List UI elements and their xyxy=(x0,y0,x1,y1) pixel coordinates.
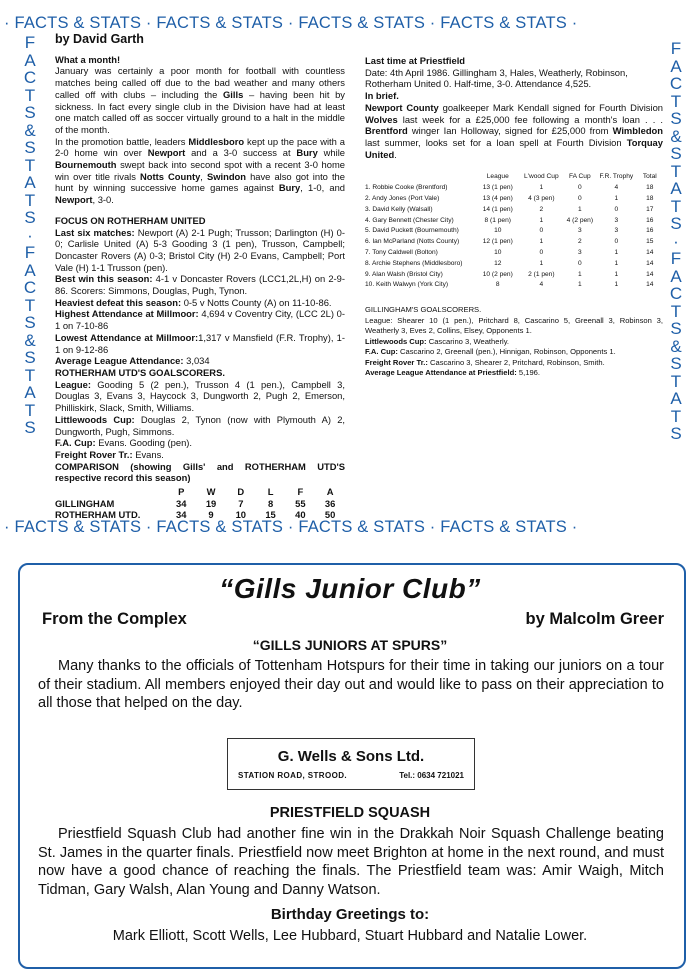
what-month-heading: What a month! xyxy=(55,53,121,65)
comparison-row-rotherham: ROTHERHAM UTD. 34 9 10 15 40 50 xyxy=(55,509,336,521)
side-text-left-letter: C xyxy=(23,68,37,87)
side-text-right-letter: A xyxy=(670,266,682,286)
spurs-visit-text: Many thanks to the officials of Tottenham Hotspurs for their time in taking our juniors on a tour of their stadium. All members enjoyed their day out and would like to pass on their appreciation to all those that helped on the day. xyxy=(38,658,664,711)
byline: by David Garth xyxy=(55,32,144,46)
side-text-left xyxy=(22,34,38,437)
comparison-table xyxy=(55,486,345,521)
average-attendance: Average League Attendance: 3,034 xyxy=(55,355,210,367)
side-text-left-letter: C xyxy=(23,278,37,297)
scorers-header-row: League L'wood Cup FA Cup F.R. Trophy Total xyxy=(486,173,657,181)
side-text-right-letter: & xyxy=(670,126,682,146)
squash-text: Priestfield Squash Club had another fine win in the Drakkah Noir Squash Challenge beating St. James in the quarter finals. Priestfield now meet Brighton at home in the next round, and must now have a good chance of reaching the finals. The Priestfield team was: Amir Waigh, Mitch Tidman, Gary Walsh, Alan Young and Danny Watson. xyxy=(38,826,664,898)
side-text-left-letter: T xyxy=(24,295,36,315)
side-text-left-letter: S xyxy=(24,208,36,227)
scorers-row: 6. Ian McParland (Notts County) 12 (1 pen) 1 2 0 15 xyxy=(365,238,654,246)
side-text-left-letter: S xyxy=(24,418,36,437)
in-brief-heading: In brief. xyxy=(365,90,399,102)
highest-attendance: Highest Attendance at Millmoor: 4,694 v Coventry City, (LCC 2L) 0-1 on 7-10-86 xyxy=(55,308,345,332)
sponsor-advert xyxy=(227,738,475,790)
side-text-left-letter: S xyxy=(24,313,36,332)
squash-heading: PRIESTFIELD SQUASH xyxy=(269,805,431,821)
birthday-heading: Birthday Greetings to: xyxy=(270,906,430,923)
side-text-left-letter: T xyxy=(24,365,36,385)
side-text-left-letter: A xyxy=(24,173,36,192)
sponsor-name: G. Wells & Sons Ltd. xyxy=(277,748,425,765)
last-time-text: Date: 4th April 1986. Gillingham 3, Hales, Weatherly, Robinson, Rotherham United 0. Half-time, 3-0. Attendance 4,525. xyxy=(365,66,628,90)
scorers-row: 3. David Kelly (Walsall) 14 (1 pen) 2 1 0 17 xyxy=(365,205,654,213)
side-text-left-letter: A xyxy=(24,50,36,70)
scorers-row: 7. Tony Caldwell (Bolton) 10 0 3 1 14 xyxy=(365,248,654,256)
promotion-paragraph: In the promotion battle, leaders Middlesboro kept up the pace with a 2-0 home win over Newport and a 3-0 success at Bury while Bournemouth swept back into second spot with a recent 3-0 home win over title rivals Notts County, Swindon have also got into the hunt by winning successive home games against Bury, 1-0, and Newport, 3-0. xyxy=(55,135,345,206)
focus-heading: FOCUS ON ROTHERHAM UNITED xyxy=(55,214,206,226)
side-text-left-letter: & xyxy=(24,330,36,350)
scorers-row: 4. Gary Bennett (Chester City) 8 (1 pen) 1 4 (2 pen) 3 16 xyxy=(365,216,654,224)
sponsor-telephone: Tel.: 0634 721021 xyxy=(399,771,464,780)
side-text-right xyxy=(668,40,684,443)
side-text-right-letter: S xyxy=(670,354,682,373)
comparison-header-row: P W D L F A xyxy=(178,486,334,498)
lowest-attendance: Lowest Attendance at Millmoor:1,317 v Mansfield (F.R. Trophy), 1-1 on 9-12-86 xyxy=(55,331,345,355)
side-text-right-letter: C xyxy=(669,74,683,93)
side-text-right-letter: S xyxy=(670,214,682,233)
scorers-row: 2. Andy Jones (Port Vale) 13 (4 pen) 4 (3 pen) 0 1 18 xyxy=(365,194,654,202)
side-text-left-letter: T xyxy=(24,155,36,175)
side-text-right-letter: S xyxy=(670,109,682,128)
comparison-row-gillingham: GILLINGHAM 34 19 7 8 55 36 xyxy=(55,497,336,509)
side-text-right-letter: · xyxy=(673,231,679,251)
junior-club-byline: by Malcolm Greer xyxy=(525,610,664,628)
side-text-right-letter: T xyxy=(670,301,682,321)
best-win: Best win this season: 4-1 v Doncaster Rovers (LCC1,2L,H) on 2-9-86. Scorers: Simmons, Douglas, Pugh, Tynon. xyxy=(55,273,345,297)
last-time-heading: Last time at Priestfield xyxy=(365,55,466,66)
intro-paragraph: January was certainly a poor month for football with countless matches being called off due to the bad weather and many others called off with clubs – including the Gills – having been hit by sickness. In fact every single club in the Division have had at least one match called off as soccer virtually ground to a halt in the middle of the month. xyxy=(55,65,345,135)
side-text-right-letter: S xyxy=(670,424,682,443)
side-text-right-letter: S xyxy=(670,144,682,163)
side-text-left-letter: A xyxy=(24,260,36,280)
rotherham-league-scorers: League: Gooding 5 (2 pen.), Trusson 4 (1 pen.), Campbell 3, Douglas 3, Evans 3, Haycock 3, Dungworth 2, Pugh 2, Emerson, Philliskirk, Slack, Smith, Williams. xyxy=(55,378,345,414)
in-brief-text: Newport County goalkeeper Mark Kendall signed for Fourth Division Wolves last week for a £25,000 fee following a month's loan . . . Brentford winger Ian Holloway, signed for £25,000 from Wimbledon last summer, looks set for a loan spell at Fourth Division Torquay United. xyxy=(365,101,663,160)
side-text-right-letter: A xyxy=(670,56,682,76)
right-column xyxy=(365,55,663,379)
facts-stats-banner-top: · FACTS & STATS · FACTS & STATS · FACTS & STATS · FACTS & STATS · xyxy=(4,14,578,32)
side-text-right-letter: & xyxy=(670,336,682,356)
scorers-row: 10. Keith Walwyn (York City) 8 4 1 1 14 xyxy=(365,281,654,289)
side-text-right-letter: A xyxy=(670,389,682,408)
birthday-names: Mark Elliott, Scott Wells, Lee Hubbard, Stuart Hubbard and Natalie Lower. xyxy=(112,928,588,944)
division-top-scorers-table xyxy=(365,172,665,291)
side-text-right-letter: T xyxy=(670,196,682,216)
side-text-left-letter: T xyxy=(24,85,36,105)
gills-scorers-heading: GILLINGHAM'S GOALSCORERS. xyxy=(365,305,482,315)
heaviest-defeat: Heaviest defeat this season: 0-5 v Notts County (A) on 11-10-86. xyxy=(55,296,332,308)
side-text-right-letter: A xyxy=(670,179,682,198)
side-text-right-letter: C xyxy=(669,284,683,303)
rotherham-freight-rover-scorers: Freight Rover Tr.: Evans. xyxy=(55,448,164,460)
gills-littlewoods-scorers: Littlewoods Cup: Cascarino 3, Weatherly. xyxy=(365,336,510,346)
side-text-right-letter: T xyxy=(670,161,682,181)
gills-league-scorers: League: Shearer 10 (1 pen.), Pritchard 8, Cascarino 5, Greenall 3, Robinson 3, Weatherly 3, Eves 2, Collins, Elsey, Opponents 1. xyxy=(365,315,663,336)
side-text-right-letter: T xyxy=(670,91,682,111)
side-text-left-letter: F xyxy=(24,243,36,262)
side-text-left-letter: S xyxy=(24,138,36,157)
gills-fa-cup-scorers: F.A. Cup: Cascarino 2, Greenall (pen.), Hinnigan, Robinson, Opponents 1. xyxy=(365,347,616,357)
side-text-left-letter: T xyxy=(24,400,36,420)
comparison-heading: COMPARISON (showing Gills' and ROTHERHAM UTD'S respective record this season) xyxy=(55,460,345,484)
side-text-right-letter: F xyxy=(670,39,682,58)
side-text-left-letter: S xyxy=(24,103,36,122)
gills-average-attendance: Average League Attendance at Priestfield: 5,196. xyxy=(365,368,541,378)
sponsor-address: STATION ROAD, STROOD. xyxy=(238,771,347,780)
junior-club-title: “Gills Junior Club” xyxy=(219,573,481,604)
scorers-row: 9. Alan Walsh (Bristol City) 10 (2 pen) 2 (1 pen) 1 1 14 xyxy=(365,270,654,278)
scorers-row: 8. Archie Stephens (Middlesboro) 12 1 0 1 14 xyxy=(365,259,654,267)
side-text-left-letter: & xyxy=(24,120,36,140)
side-text-right-letter: S xyxy=(670,319,682,338)
rotherham-fa-cup-scorers: F.A. Cup: Evans. Gooding (pen). xyxy=(55,437,193,449)
scorers-row: 1. Robbie Cooke (Brentford) 13 (1 pen) 1 0 4 18 xyxy=(365,184,654,192)
spurs-visit-heading: “GILLS JUNIORS AT SPURS” xyxy=(252,637,448,653)
facts-stats-banner-bottom: · FACTS & STATS · FACTS & STATS · FACTS & STATS · FACTS & STATS · xyxy=(4,518,578,536)
side-text-right-letter: T xyxy=(670,371,682,391)
last-six-matches: Last six matches: Newport (A) 2-1 Pugh; Trusson; Darlington (H) 0-0; Carlisle United (A) 5-3 Gooding 3 (1 pen), Trusson, Campbell; Doncaster Rovers (A) 0-3; Bristol City (H) 2-0 Evans, Campbell; Port Vale (H) 1-1 Trusson (pen). xyxy=(55,226,346,273)
side-text-left-letter: · xyxy=(27,225,33,245)
side-text-right-letter: T xyxy=(670,406,682,426)
gills-freight-rover-scorers: Freight Rover Tr.: Cascarino 3, Shearer 2, Pritchard, Robinson, Smith. xyxy=(365,357,605,367)
from-the-complex-heading: From the Complex xyxy=(42,610,187,628)
side-text-right-letter: F xyxy=(670,249,682,268)
scorers-row: 5. David Puckett (Bournemouth) 10 0 3 3 16 xyxy=(365,227,654,235)
left-column xyxy=(55,34,345,521)
rotherham-littlewoods-scorers: Littlewoods Cup: Douglas 2, Tynon (now with Plymouth A) 2, Dungworth, Pugh, Simmons. xyxy=(55,413,346,437)
side-text-left-letter: S xyxy=(24,348,36,367)
rotherham-scorers-heading: ROTHERHAM UTD'S GOALSCORERS. xyxy=(55,366,225,378)
side-text-left-letter: T xyxy=(24,190,36,210)
side-text-left-letter: F xyxy=(24,33,36,52)
side-text-left-letter: A xyxy=(24,383,36,402)
